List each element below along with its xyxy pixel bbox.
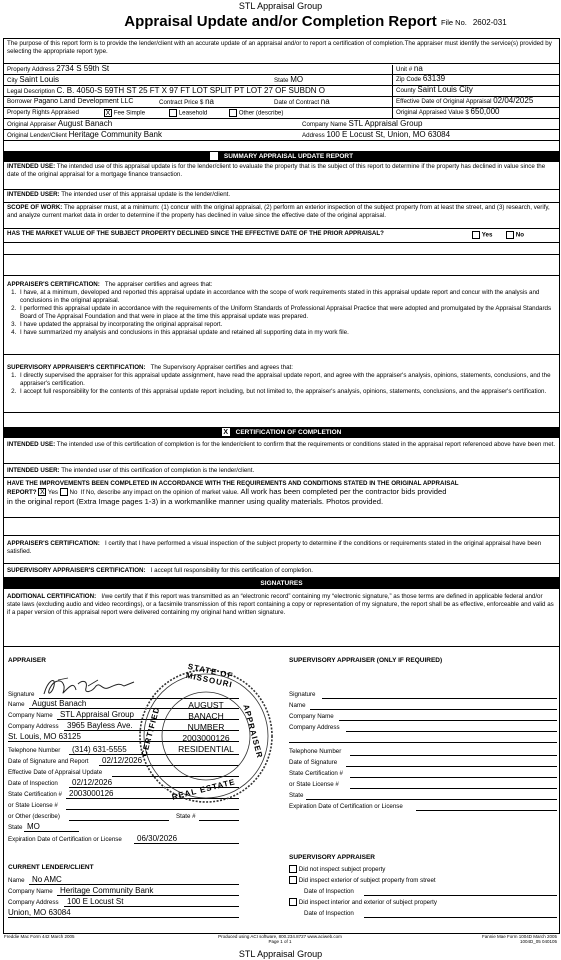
completion-intended-use bbox=[4, 438, 559, 464]
update-appraiser-cert-list bbox=[7, 289, 556, 337]
seal-center bbox=[167, 700, 245, 755]
improvements-yes-option[interactable] bbox=[38, 489, 58, 496]
supervisory-exp-label: Expiration Date of Certification or License bbox=[289, 803, 403, 810]
current-lender-company-label: Company Name bbox=[8, 888, 53, 895]
update-scope-text: The appraiser must, at a minimum: (1) concur with the original appraisal, (2) perform an exterior inspection of the subject property from at least the street, and (3) research, verify, and analyze current market data in order to determine if the property has declined in value since the effective date of the original appraisal. bbox=[7, 204, 550, 219]
supervisory-date-sig-field[interactable] bbox=[346, 757, 557, 767]
signatures-header: SIGNATURES bbox=[4, 578, 559, 589]
supervisory-cert-label: State Certification # bbox=[289, 770, 343, 777]
completion-header bbox=[4, 427, 559, 438]
current-lender-address-line-1[interactable] bbox=[64, 897, 239, 907]
appraiser-address-2-value: St. Louis, MO 63125 bbox=[8, 732, 81, 741]
declined-comment-line-1[interactable] bbox=[4, 243, 559, 255]
appraiser-name-label: Name bbox=[8, 701, 25, 708]
legal-row bbox=[4, 86, 559, 97]
declined-no-label: No bbox=[515, 231, 524, 239]
declined-yes-option[interactable] bbox=[472, 231, 492, 240]
supervisory-license-label: or State License # bbox=[289, 781, 339, 788]
orig-lender-value[interactable]: Heritage Community Bank bbox=[68, 130, 162, 139]
city-row bbox=[4, 75, 559, 86]
county-cell bbox=[392, 86, 473, 97]
current-lender-address-label: Company Address bbox=[8, 899, 59, 906]
appraiser-state-num-field[interactable] bbox=[199, 811, 239, 821]
appraiser-state-num-label: State # bbox=[176, 813, 196, 820]
appraiser-date-insp-value: 02/12/2026 bbox=[72, 778, 113, 787]
supervisory-address-line-2[interactable] bbox=[289, 733, 557, 743]
completion-intended-user-label: INTENDED USER: bbox=[7, 467, 60, 474]
borrower-value[interactable]: Pagano Land Development LLC bbox=[33, 98, 134, 105]
supervisory-opt1[interactable] bbox=[289, 865, 385, 874]
appraiser-other-field[interactable] bbox=[69, 811, 169, 821]
zip-value[interactable]: 63139 bbox=[422, 74, 446, 83]
fee-simple-checkbox[interactable]: X bbox=[105, 110, 111, 117]
zip-label: Zip Code bbox=[396, 76, 422, 83]
contract-date-cell bbox=[274, 98, 330, 107]
supervisory-company-address-label: Company Address bbox=[289, 724, 340, 731]
footer-center-2: Page 1 of 1 bbox=[268, 939, 292, 944]
appraiser-state-value: MO bbox=[27, 822, 40, 831]
appraiser-signature-label: Signature bbox=[8, 691, 35, 698]
update-supervisory-cert-intro: The Supervisory Appraiser certifies and agrees that: bbox=[150, 364, 293, 371]
update-intended-user-label: INTENDED USER: bbox=[7, 191, 60, 198]
contract-price-value[interactable]: na bbox=[205, 97, 215, 106]
supervisory-sub-header: SUPERVISORY APPRAISER bbox=[289, 854, 375, 861]
current-lender-name-value: No AMC bbox=[32, 875, 62, 884]
completion-appraiser-cert-text: I certify that I have performed a visual inspection of the subject property to determine if the conditions or requirements stated in the original appraisal have been satisfied. bbox=[7, 540, 542, 555]
city-value[interactable]: Saint Louis bbox=[19, 75, 59, 84]
supervisory-phone-field[interactable] bbox=[350, 746, 557, 756]
current-lender-name-label: Name bbox=[8, 877, 25, 884]
declined-comment-line-2[interactable] bbox=[4, 255, 559, 276]
current-lender-name-field[interactable] bbox=[29, 875, 239, 885]
appraiser-address-1-value: 3965 Bayless Ave. bbox=[67, 721, 133, 730]
declined-no-checkbox[interactable] bbox=[506, 231, 514, 239]
declined-yes-label: Yes bbox=[481, 231, 493, 239]
signatures-divider bbox=[4, 646, 559, 647]
supervisory-company-label: Company Name bbox=[289, 713, 334, 720]
update-appraiser-cert-item: 2. I performed this appraisal update in accordance with the requirements of the Uniform Standards of Professional Appraisal Practice that were adopted and promulgated by the Appraisal Standards Board of The Appraisal Foundation and that were in place at the time this appraisal update was prepared. bbox=[18, 305, 556, 321]
update-supervisory-cert-item: 1. I directly supervised the appraiser for this appraisal update assignment, have read the appraisal update report, and agree with the appraiser's analysis, opinions, statements, conclusions, and the appraiser's certification. bbox=[18, 372, 556, 388]
address-value[interactable]: 100 E Locust St, Union, MO 63084 bbox=[326, 130, 451, 139]
seal-line-4: 2003000126 bbox=[182, 733, 230, 743]
purpose-text: The purpose of this report form is to provide the lender/client with an accurate update of an appraisal and/or to report a certification of completion.The appraiser must identify the service(s) provided by selecting the appropriate report type. bbox=[4, 39, 559, 64]
seal-outer-top: STATE OF MISSOURI bbox=[185, 661, 235, 690]
leasehold-option[interactable] bbox=[169, 109, 207, 118]
update-appraiser-cert-item: 4. I have summarized my analysis and conclusions in this appraisal update and retained all supporting data in my work file. bbox=[18, 329, 556, 337]
eff-date-cell bbox=[392, 97, 533, 108]
footer-right bbox=[440, 934, 557, 944]
if-no-instruction: If No, describe any impact on the opinion of market value. bbox=[80, 489, 239, 496]
update-scope bbox=[4, 203, 559, 229]
county-label: County bbox=[396, 87, 416, 94]
orig-appraiser-row bbox=[4, 119, 559, 130]
completion-intended-user-text: The intended user of this certification of completion is the lender/client. bbox=[61, 467, 255, 474]
contract-price-label: Contract Price $ bbox=[159, 99, 204, 106]
appraiser-license-label: or State License # bbox=[8, 802, 58, 809]
supervisory-opt2-checkbox[interactable] bbox=[289, 876, 297, 884]
additional-cert bbox=[4, 589, 559, 644]
declined-yes-checkbox[interactable] bbox=[472, 231, 480, 239]
eff-date-label: Effective Date of Original Appraisal bbox=[396, 98, 492, 105]
appraiser-exp-field[interactable] bbox=[134, 834, 239, 844]
report-label: REPORT? bbox=[7, 489, 37, 496]
header-brand: STL Appraisal Group bbox=[238, 1, 323, 11]
borrower-label: Borrower bbox=[7, 98, 33, 105]
footer-brand: STL Appraisal Group bbox=[238, 949, 323, 959]
state-cell bbox=[274, 76, 303, 85]
completion-supervisory-cert-text: I accept full responsibility for this certification of completion. bbox=[150, 567, 314, 574]
seal-outer-left: CERTIFIED bbox=[139, 705, 162, 758]
summary-update-title: SUMMARY APPRAISAL UPDATE REPORT bbox=[223, 153, 354, 160]
rights-label: Property Rights Appraised bbox=[7, 109, 79, 116]
unit-cell bbox=[392, 65, 423, 75]
supervisory-name-label: Name bbox=[289, 702, 306, 709]
file-number-value: 2602-031 bbox=[472, 18, 507, 27]
seal-line-1: AUGUST bbox=[188, 700, 224, 710]
contract-date-label: Date of Contract bbox=[274, 99, 320, 106]
additional-cert-label: ADDITIONAL CERTIFICATION: bbox=[7, 593, 97, 600]
contract-date-value[interactable]: na bbox=[320, 97, 330, 106]
summary-update-header bbox=[4, 151, 559, 162]
update-appraiser-cert-item: 1. I have, at a minimum, developed and reported this appraisal update in accordance with the scope of work requirements stated in this appraisal update report and concur with the analysis and conclusions in the original appraisal. bbox=[18, 289, 556, 305]
update-intended-use bbox=[4, 162, 559, 190]
legal-label: Legal Description bbox=[7, 88, 55, 95]
rights-row bbox=[4, 108, 559, 119]
supervisory-opt2[interactable] bbox=[289, 876, 436, 885]
supervisory-opt2-date-field[interactable] bbox=[364, 886, 557, 896]
declined-question-row bbox=[4, 229, 559, 243]
supervisory-signature-line[interactable] bbox=[322, 689, 557, 699]
update-intended-use-text: The intended use of this appraisal update is for the lender/client to evaluate the property that is the subject of this report to determine if the property has declined in value since the date of the original appraisal for a mortgage finance transaction. bbox=[7, 163, 546, 178]
supervisory-company-field[interactable] bbox=[339, 711, 557, 721]
appraiser-header: APPRAISER bbox=[8, 657, 46, 664]
current-lender-company-field[interactable] bbox=[57, 886, 239, 896]
update-appraiser-cert bbox=[4, 276, 559, 355]
property-address-label: Property Address bbox=[7, 66, 55, 73]
orig-lender-row bbox=[4, 130, 559, 141]
completion-supervisory-cert bbox=[4, 564, 559, 578]
supervisory-opt3[interactable] bbox=[289, 898, 437, 907]
improvements-no-checkbox[interactable] bbox=[60, 488, 68, 496]
company-value[interactable]: STL Appraisal Group bbox=[348, 119, 423, 128]
supervisory-state-field[interactable] bbox=[306, 790, 557, 800]
improvements-yes-checkbox[interactable]: X bbox=[39, 489, 45, 497]
file-number-label: File No. bbox=[441, 18, 467, 27]
file-number bbox=[441, 18, 507, 27]
report-title: Appraisal Update and/or Completion Report bbox=[124, 13, 437, 30]
footer-center-1: Produced using ACI software, 800.234.8727 www.aciweb.com bbox=[218, 934, 342, 939]
supervisory-date-sig-label: Date of Signature bbox=[289, 759, 338, 766]
appraiser-cert-value: 2003000126 bbox=[69, 789, 114, 798]
improvements-yes-label: Yes bbox=[47, 489, 59, 496]
seal-line-2: BANACH bbox=[188, 711, 224, 721]
update-supervisory-cert-list bbox=[7, 372, 556, 396]
supervisory-header: SUPERVISORY APPRAISER (ONLY IF REQUIRED) bbox=[289, 657, 443, 664]
update-supervisory-cert-label: SUPERVISORY APPRAISER'S CERTIFICATION: bbox=[7, 364, 146, 371]
current-lender-address-1-value: 100 E Locust St bbox=[67, 897, 124, 906]
update-appraiser-cert-intro: The appraiser certifies and agrees that: bbox=[104, 281, 213, 288]
property-address-value[interactable]: 2734 S 59th St bbox=[56, 64, 110, 73]
city-label: City bbox=[7, 77, 18, 84]
orig-value-value[interactable]: 650,000 bbox=[470, 107, 500, 116]
appraiser-date-sig-value: 02/12/2026 bbox=[102, 756, 143, 765]
current-lender-address-line-2[interactable] bbox=[8, 908, 239, 918]
company-label: Company Name bbox=[302, 121, 347, 128]
completion-intended-use-label: INTENDED USE: bbox=[7, 441, 56, 448]
supervisory-phone-label: Telephone Number bbox=[289, 748, 342, 755]
legal-value[interactable]: C. B. 4050-S 59TH ST 25 FT X 97 FT LOT SPLIT PT LOT 27 OF SUBDN O bbox=[56, 86, 325, 95]
completion-intended-use-text: The intended use of this certification of completion is for the lender/client to confirm that the requirements or conditions stated in the appraisal report referenced above have been met. bbox=[56, 441, 556, 448]
supervisory-address-line-1[interactable] bbox=[346, 722, 557, 732]
company-cell bbox=[302, 120, 422, 129]
footer-right-2: 1004D_05 040105 bbox=[519, 939, 557, 944]
leasehold-checkbox[interactable] bbox=[169, 109, 177, 117]
completion-intended-user bbox=[4, 464, 559, 478]
supervisory-opt2-label: Did inspect exterior of subject property from street bbox=[298, 877, 436, 884]
appraiser-eff-date-label: Effective Date of Appraisal Update bbox=[8, 769, 103, 776]
improvements-comment-line[interactable] bbox=[4, 518, 559, 536]
completion-checkbox[interactable]: X bbox=[223, 429, 228, 437]
leasehold-label: Leasehold bbox=[178, 109, 208, 117]
improvements-question-row bbox=[4, 478, 559, 518]
update-intended-user bbox=[4, 190, 559, 203]
other-label: Other (describe) bbox=[238, 109, 284, 117]
county-value[interactable]: Saint Louis City bbox=[417, 85, 473, 94]
appraiser-state-field[interactable] bbox=[24, 822, 79, 832]
current-lender-address-2-value: Union, MO 63084 bbox=[8, 908, 71, 917]
other-checkbox[interactable] bbox=[229, 109, 237, 117]
current-lender-header: CURRENT LENDER/CLIENT bbox=[8, 864, 94, 871]
contract-price-cell bbox=[159, 98, 214, 107]
appraiser-exp-label: Expiration Date of Certification or License bbox=[8, 836, 122, 843]
report-form bbox=[3, 38, 560, 934]
address-label: Address bbox=[302, 132, 325, 139]
summary-update-checkbox[interactable] bbox=[210, 152, 218, 160]
appraiser-other-label: or Other (describe) bbox=[8, 813, 60, 820]
update-intended-user-text: The intended user of this appraisal update is the lender/client. bbox=[61, 191, 231, 198]
improvements-question: HAVE THE IMPROVEMENTS BEEN COMPLETED IN ACCORDANCE WITH THE REQUIREMENTS AND CONDITIONS STATED IN THE ORIGINAL APPRAISAL bbox=[7, 480, 459, 487]
supervisory-opt1-checkbox[interactable] bbox=[289, 865, 297, 873]
supervisory-opt3-label: Did inspect interior and exterior of subject property bbox=[298, 899, 437, 906]
completion-appraiser-cert-label: APPRAISER'S CERTIFICATION: bbox=[7, 540, 100, 547]
state-label: State bbox=[274, 77, 289, 84]
supervisory-cert-field[interactable] bbox=[350, 768, 557, 778]
declined-question: HAS THE MARKET VALUE OF THE SUBJECT PROPERTY DECLINED SINCE THE EFFECTIVE DATE OF THE PRIOR APPRAISAL? bbox=[7, 230, 384, 237]
appraiser-date-sig-label: Date of Signature and Report bbox=[8, 758, 89, 765]
supervisory-opt3-date-field[interactable] bbox=[364, 908, 557, 918]
supervisory-signature-label: Signature bbox=[289, 691, 316, 698]
seal-line-5: RESIDENTIAL bbox=[178, 744, 234, 754]
appraiser-cert-label: State Certification # bbox=[8, 791, 62, 798]
appraiser-company-value: STL Appraisal Group bbox=[60, 710, 134, 719]
supervisory-opt2-date-label: Date of Inspection bbox=[304, 888, 354, 895]
supervisory-opt3-date-label: Date of Inspection bbox=[304, 910, 354, 917]
supervisory-license-field[interactable] bbox=[350, 779, 557, 789]
completion-appraiser-cert bbox=[4, 536, 559, 564]
state-value[interactable]: MO bbox=[290, 75, 304, 84]
improvements-comment-2[interactable]: in the original report (Extra Image pages 1-3) in a workmanlike manner using quality materials. Photos provided. bbox=[7, 497, 384, 506]
appraiser-phone-value: (314) 631-5555 bbox=[72, 745, 127, 754]
other-option[interactable] bbox=[229, 109, 283, 118]
unit-label: Unit # bbox=[396, 66, 413, 73]
appraiser-company-address-label: Company Address bbox=[8, 723, 59, 730]
orig-appraiser-value[interactable]: August Banach bbox=[57, 119, 113, 128]
appraiser-seal bbox=[137, 661, 275, 805]
supervisory-exp-field[interactable] bbox=[416, 801, 557, 811]
orig-value-label: Original Appraised Value $ bbox=[396, 109, 469, 116]
completion-supervisory-cert-label: SUPERVISORY APPRAISER'S CERTIFICATION: bbox=[7, 567, 146, 574]
property-address-row bbox=[4, 64, 559, 75]
fee-simple-label: Fee Simple bbox=[113, 109, 146, 117]
orig-appraiser-label: Original Appraiser bbox=[7, 121, 57, 128]
supervisory-opt3-checkbox[interactable] bbox=[289, 898, 297, 906]
improvements-no-option[interactable] bbox=[60, 489, 78, 496]
footer-right-1: Fannie Mae Form 1004D March 2005 bbox=[481, 934, 557, 939]
seal-outer-right: APPRAISER bbox=[241, 703, 265, 760]
seal-line-3: NUMBER bbox=[187, 722, 225, 732]
appraiser-phone-label: Telephone Number bbox=[8, 747, 61, 754]
orig-lender-label: Original Lender/Client bbox=[7, 132, 67, 139]
update-scope-label: SCOPE OF WORK: bbox=[7, 204, 63, 211]
update-appraiser-cert-label: APPRAISER'S CERTIFICATION: bbox=[7, 281, 100, 288]
appraiser-date-insp-label: Date of Inspection bbox=[8, 780, 58, 787]
seal-outer-bottom: REAL ESTATE bbox=[170, 777, 237, 802]
additional-cert-text: I/we certify that if this report was transmitted as an “electronic record” containing my “electronic signature,” as those terms are defined in applicable federal and/or state laws (excluding audio and video recordings), or a facsimile transmission of this report containing a copy or representation of my signature, the report shall be as effective, enforceable and valid as if a paper version of this appraisal report were delivered containing my original hand written signature. bbox=[7, 593, 554, 616]
improvements-comment-1[interactable]: All work has been completed per the contractor bids provided bbox=[240, 487, 447, 496]
improvements-no-label: No bbox=[69, 489, 78, 496]
footer-center bbox=[180, 934, 380, 944]
supervisory-opt1-label: Did not inspect subject property bbox=[298, 866, 386, 873]
appraiser-signature bbox=[38, 672, 148, 702]
declined-no-option[interactable] bbox=[506, 231, 524, 240]
footer-left: Freddie Mac Form 442 March 2005 bbox=[4, 934, 75, 939]
eff-date-value[interactable]: 02/04/2025 bbox=[493, 96, 534, 105]
appraiser-state-label: State bbox=[8, 824, 23, 831]
supervisory-state-label: State bbox=[289, 792, 304, 799]
orig-value-cell bbox=[392, 108, 499, 119]
appraiser-name-value: August Banach bbox=[32, 699, 87, 708]
supervisory-name-field[interactable] bbox=[310, 700, 557, 710]
completion-title: CERTIFICATION OF COMPLETION bbox=[235, 429, 342, 436]
update-supervisory-cert bbox=[4, 355, 559, 413]
update-intended-use-label: INTENDED USE: bbox=[7, 163, 56, 170]
appraiser-exp-value: 06/30/2026 bbox=[137, 834, 178, 843]
update-appraiser-cert-item: 3. I have updated the appraisal by incorporating the original appraisal report. bbox=[18, 321, 556, 329]
fee-simple-option[interactable] bbox=[104, 109, 145, 118]
address-cell bbox=[302, 131, 450, 140]
current-lender-company-value: Heritage Community Bank bbox=[60, 886, 154, 895]
appraiser-company-label: Company Name bbox=[8, 712, 53, 719]
update-supervisory-cert-item: 2. I accept full responsibility for the contents of this appraisal update report including, but not limited to, the appraiser's analysis, opinions, statements, conclusions, and the appraiser's certification. bbox=[18, 388, 556, 396]
unit-value[interactable]: na bbox=[413, 64, 423, 73]
